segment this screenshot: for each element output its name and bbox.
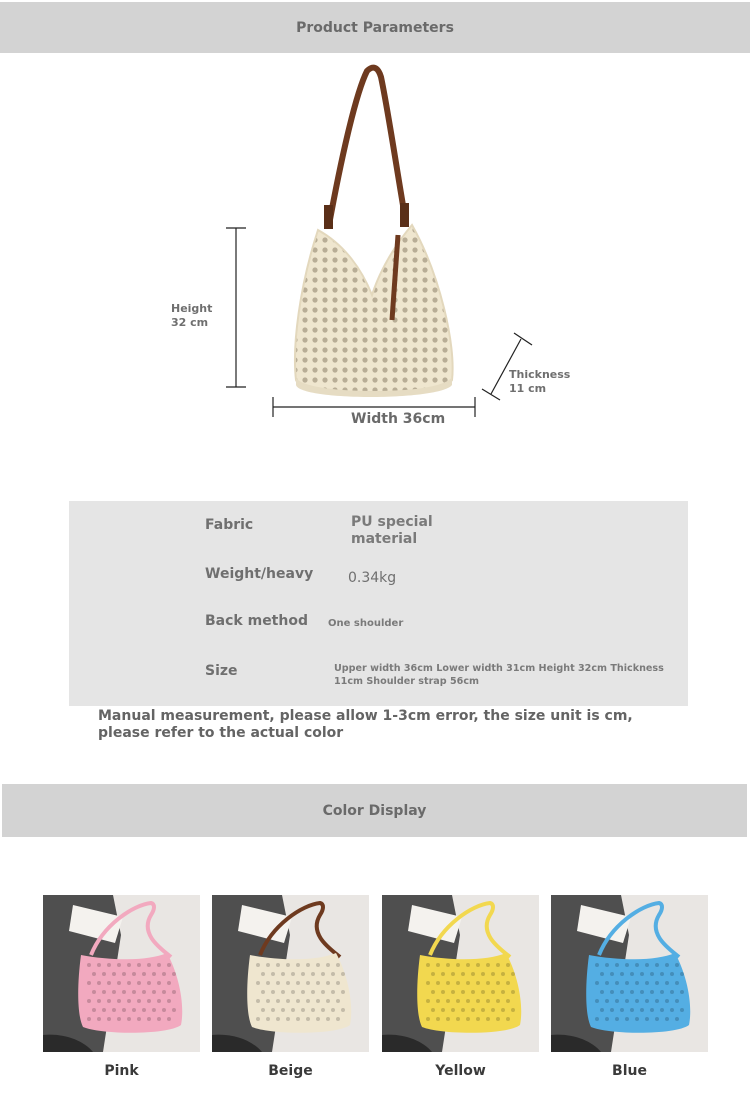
spec-value-fabric: PU special material — [351, 514, 433, 547]
measurement-note: Manual measurement, please allow 1-3cm error, the size unit is cm, please refer to the actual color — [98, 708, 633, 741]
spec-label-fabric: Fabric — [205, 517, 254, 533]
color-display-banner — [2, 784, 747, 837]
color-thumbnail-yellow[interactable] — [382, 895, 539, 1052]
color-label-yellow: Yellow — [435, 1063, 486, 1079]
bag-photo-blue — [551, 895, 708, 1052]
color-label-pink: Pink — [104, 1063, 139, 1079]
product-parameters-title: Product Parameters — [296, 19, 454, 36]
spec-value-size: Upper width 36cm Lower width 31cm Height 32cm Thickness 11cm Shoulder strap 56cm — [334, 663, 664, 687]
color-thumbnail-blue[interactable] — [551, 895, 708, 1052]
spec-value-back-method: One shoulder — [328, 618, 404, 629]
color-thumbnail-beige[interactable] — [212, 895, 369, 1052]
bag-strap — [329, 68, 406, 225]
bag-dimension-diagram — [0, 55, 750, 455]
spec-value-weight: 0.34kg — [348, 570, 397, 586]
color-label-beige: Beige — [268, 1063, 313, 1079]
spec-label-back-method: Back method — [205, 613, 308, 629]
color-label-blue: Blue — [612, 1063, 647, 1079]
spec-label-weight: Weight/heavy — [205, 566, 314, 582]
thickness-label: Thickness 11 cm — [509, 368, 571, 395]
bag-photo-pink — [43, 895, 200, 1052]
bag-photo-yellow — [382, 895, 539, 1052]
thickness-tick-top — [514, 333, 532, 345]
width-label: Width 36cm — [351, 411, 446, 427]
bag-body — [295, 225, 453, 392]
thickness-tick-bottom — [482, 389, 500, 400]
height-label: Height 32 cm — [171, 302, 213, 329]
spec-label-size: Size — [205, 663, 238, 679]
color-thumbnail-pink[interactable] — [43, 895, 200, 1052]
bag-photo-beige — [212, 895, 369, 1052]
strap-buckle-left — [324, 205, 333, 229]
strap-buckle-right — [400, 203, 409, 227]
color-display-title: Color Display — [322, 802, 427, 819]
product-parameters-banner — [0, 2, 750, 53]
